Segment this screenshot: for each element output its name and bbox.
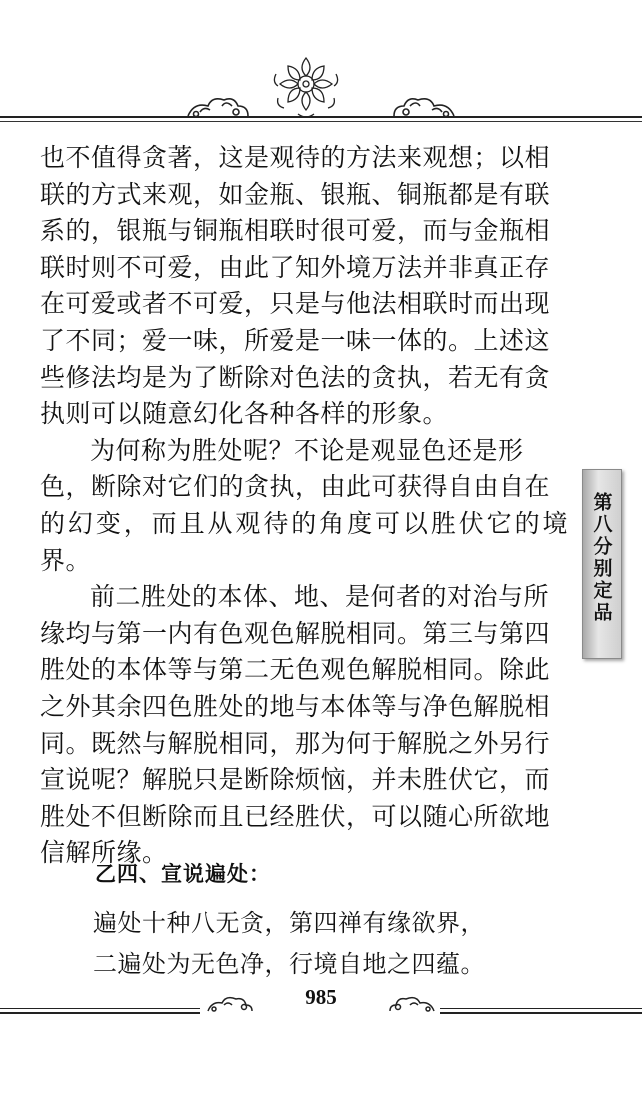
header-cloud-right-icon [394, 99, 454, 117]
text-line: 了不同；爱一味，所爱是一味一体的。上述这 [40, 325, 551, 355]
chapter-side-tab [582, 469, 622, 659]
text-line: 的幻变，而且从观待的角度可以胜伏它的境界。 [40, 508, 568, 575]
text-line: 前二胜处的本体、地、是何者的对治与所 [90, 582, 550, 612]
header-cloud-left-icon [188, 99, 248, 117]
section-heading: 乙四、宣说遍处： [95, 862, 271, 886]
text-line: 联的方式来观，如金瓶、银瓶、铜瓶都是有联 [40, 179, 551, 209]
chapter-tab-label: 第八分别定品 [590, 492, 613, 624]
paragraph-2 [40, 433, 568, 579]
page-number-text: 985 [299, 985, 343, 1009]
verse-line: 遍处十种八无贪，第四禅有缘欲界， [93, 909, 485, 937]
text-line: 缘均与第一内有色观色解脱相同。第三与第四 [40, 618, 551, 648]
paragraph-1 [40, 140, 568, 433]
text-line: 在可爱或者不可爱，只是与他法相联时而出现 [40, 289, 551, 319]
text-line: 色，断除对它们的贪执，由此可获得自由自在 [40, 472, 551, 502]
text-line: 系的，银瓶与铜瓶相联时很可爱，而与金瓶相 [40, 216, 551, 246]
text-line: 胜处不但断除而且已经胜伏，可以随心所欲地 [40, 801, 551, 831]
text-line: 执则可以随意幻化各种各样的形象。 [40, 399, 449, 429]
body-text [40, 140, 568, 872]
verse-line: 二遍处为无色净，行境自地之四蕴。 [93, 950, 485, 978]
text-line: 也不值得贪著，这是观待的方法来观想；以相 [40, 143, 551, 172]
text-line: 为何称为胜处呢？不论是观显色还是形 [90, 435, 524, 465]
paragraph-3 [40, 579, 568, 872]
header-lotus-flower-icon [274, 58, 337, 117]
text-line: 信解所缘。 [40, 838, 168, 868]
text-line: 之外其余四色胜处的地与本体等与净色解脱相 [40, 691, 551, 721]
text-line: 宣说呢？解脱只是断除烦恼，并未胜伏它，而 [40, 765, 551, 795]
text-line: 胜处的本体等与第二无色观色解脱相同。除此 [40, 655, 551, 685]
header-rule [0, 116, 642, 128]
text-line: 同。既然与解脱相同，那为何于解脱之外另行 [40, 728, 551, 758]
text-line: 联时则不可爱，由此了知外境万法并非真正存 [40, 252, 551, 282]
text-line: 些修法均是为了断除对色法的贪执，若无有贪 [40, 362, 551, 392]
page-number [0, 985, 642, 1010]
